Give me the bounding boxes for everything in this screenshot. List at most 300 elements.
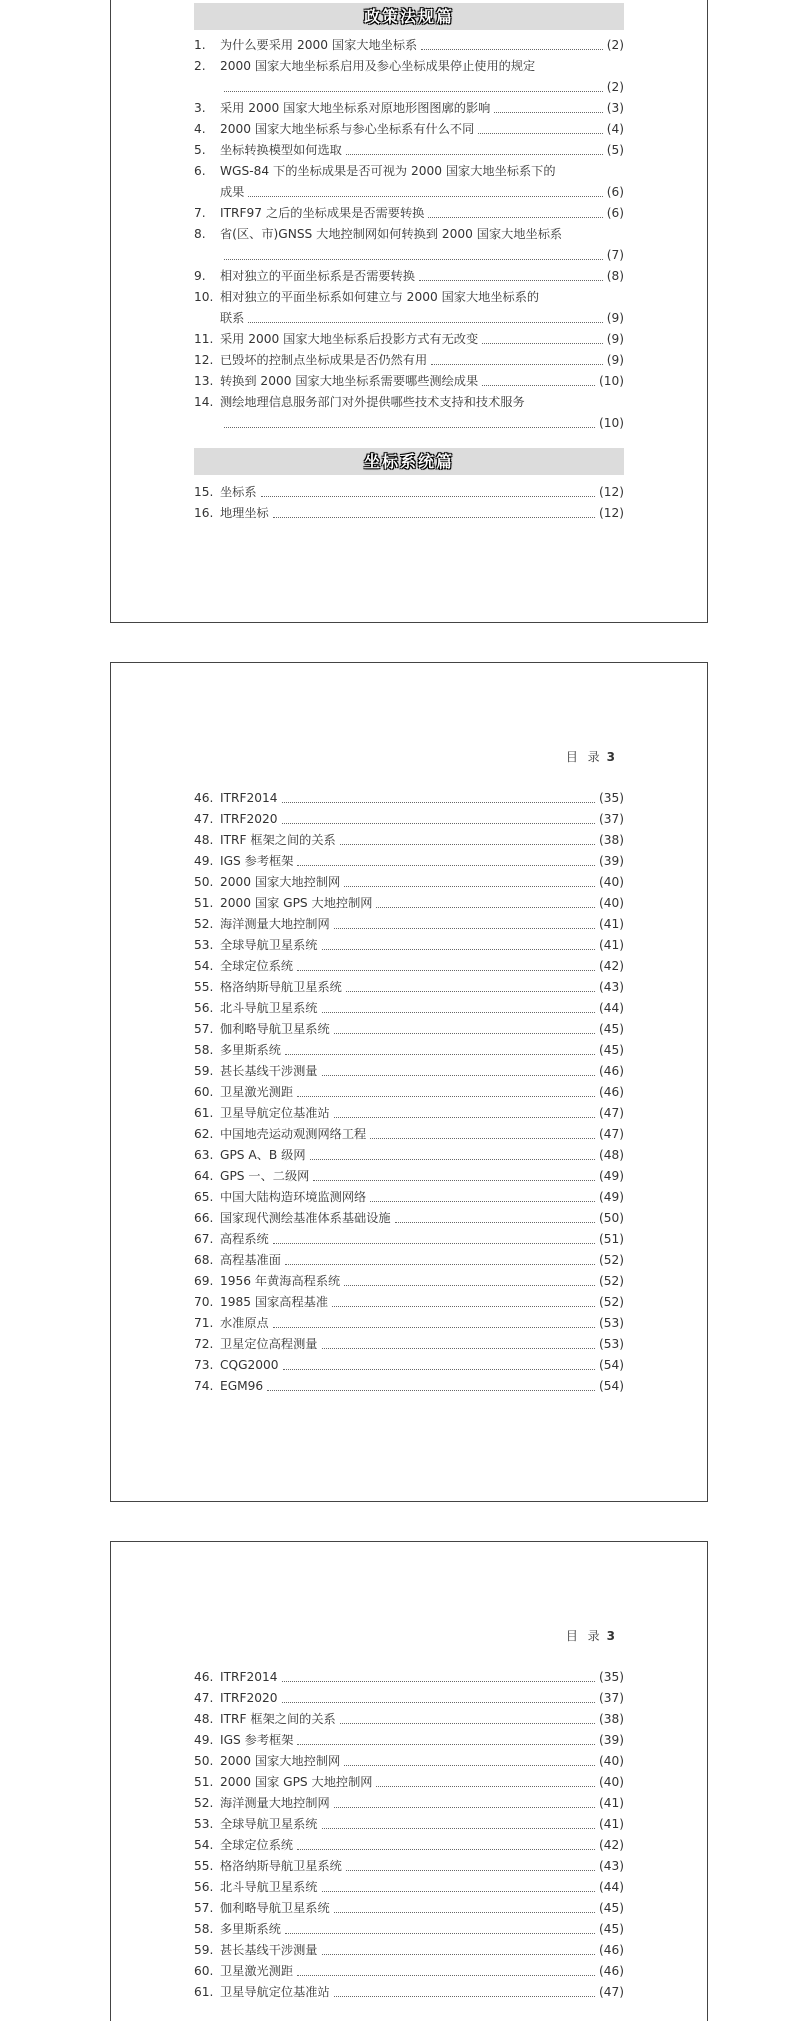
- toc-entry-title: 水准原点: [220, 1316, 269, 1330]
- toc-entry-number: 56.: [194, 1880, 214, 1894]
- toc-entry: [194, 1166, 624, 1187]
- toc-entry-number: 46.: [194, 791, 214, 805]
- toc-entry-number: 6.: [194, 164, 206, 178]
- running-head-label: 目 录: [565, 750, 603, 764]
- toc-entry-number: 54.: [194, 1838, 214, 1852]
- running-head-page: 3: [606, 1629, 615, 1643]
- toc-entry-number: 1.: [194, 38, 206, 52]
- toc-entry: [194, 1961, 624, 1982]
- toc-entry: [194, 1709, 624, 1730]
- dot-leader: [248, 184, 602, 197]
- toc-entry-page: (6): [606, 206, 624, 220]
- toc-entry-number: 55.: [194, 1859, 214, 1873]
- toc-entry-title: 2000 国家大地坐标系启用及参心坐标成果停止使用的规定: [220, 59, 536, 73]
- toc-entry-number: 2.: [194, 59, 206, 73]
- toc-entry-page: (7): [606, 248, 624, 262]
- toc-list-page-3: [194, 1667, 624, 2003]
- toc-entry-title: EGM96: [220, 1379, 264, 1393]
- dot-leader: [248, 310, 602, 323]
- toc-entry-title-cont: 成果: [220, 185, 245, 199]
- toc-entry-number: 47.: [194, 1691, 214, 1705]
- toc-entry: [194, 1730, 624, 1751]
- toc-entry-page: (46): [598, 1064, 624, 1078]
- toc-entry-number: 13.: [194, 374, 214, 388]
- toc-entry-page: (12): [598, 485, 624, 499]
- toc-page-3: [110, 1541, 708, 2021]
- dot-leader: [346, 142, 603, 155]
- toc-entry-number: 70.: [194, 1295, 214, 1309]
- toc-entry-title: 相对独立的平面坐标系如何建立与 2000 国家大地坐标系的: [220, 290, 540, 304]
- toc-entry-continuation: [194, 245, 624, 266]
- dot-leader: [346, 1858, 595, 1871]
- toc-entry-number: 51.: [194, 1775, 214, 1789]
- toc-entry-continuation: [194, 182, 624, 203]
- toc-entry-page: (40): [598, 875, 624, 889]
- toc-entry: [194, 851, 624, 872]
- toc-entry-number: 9.: [194, 269, 206, 283]
- toc-entry-page: (45): [598, 1022, 624, 1036]
- toc-entry-number: 64.: [194, 1169, 214, 1183]
- toc-entry-title: 中国大陆构造环境监测网络: [220, 1190, 367, 1204]
- toc-entry: [194, 956, 624, 977]
- dot-leader: [370, 1189, 595, 1202]
- toc-entry-page: (52): [598, 1295, 624, 1309]
- toc-entry-title: IGS 参考框架: [220, 1733, 294, 1747]
- dot-leader: [395, 1210, 595, 1223]
- toc-list-coords: [194, 482, 624, 524]
- running-head: [566, 748, 615, 765]
- dot-leader: [282, 1690, 595, 1703]
- toc-entry: [194, 1250, 624, 1271]
- toc-entry: [194, 119, 624, 140]
- dot-leader: [334, 1900, 595, 1913]
- dot-leader: [346, 979, 595, 992]
- toc-entry-number: 49.: [194, 1733, 214, 1747]
- toc-entry: [194, 1229, 624, 1250]
- toc-page-1: [110, 0, 708, 623]
- toc-entry: [194, 329, 624, 350]
- toc-entry-number: 68.: [194, 1253, 214, 1267]
- toc-entry-page: (42): [598, 1838, 624, 1852]
- toc-entry-number: 73.: [194, 1358, 214, 1372]
- toc-entry-number: 16.: [194, 506, 214, 520]
- dot-leader: [313, 1168, 595, 1181]
- toc-entry-page: (45): [598, 1901, 624, 1915]
- toc-entry: [194, 1040, 624, 1061]
- toc-entry-number: 65.: [194, 1190, 214, 1204]
- toc-entry-number: 4.: [194, 122, 206, 136]
- dot-leader: [334, 1105, 595, 1118]
- dot-leader: [224, 415, 595, 428]
- toc-entry-page: (35): [598, 1670, 624, 1684]
- dot-leader: [482, 331, 603, 344]
- toc-entry-title: ITRF97 之后的坐标成果是否需要转换: [220, 206, 425, 220]
- toc-entry-page: (49): [598, 1169, 624, 1183]
- toc-entry-page: (3): [606, 101, 624, 115]
- toc-entry-title: 相对独立的平面坐标系是否需要转换: [220, 269, 415, 283]
- toc-list-page-2: [194, 788, 624, 1397]
- toc-entry: [194, 1103, 624, 1124]
- toc-entry-title: GPS 一、二级网: [220, 1169, 310, 1183]
- dot-leader: [334, 916, 595, 929]
- toc-entry-page: (9): [606, 311, 624, 325]
- toc-entry: [194, 1271, 624, 1292]
- dot-leader: [344, 1753, 595, 1766]
- dot-leader: [340, 832, 595, 845]
- toc-entry-page: (43): [598, 980, 624, 994]
- toc-entry-page: (41): [598, 938, 624, 952]
- toc-entry-page: (43): [598, 1859, 624, 1873]
- toc-entry-title: 海洋测量大地控制网: [220, 1796, 330, 1810]
- toc-entry-page: (9): [606, 353, 624, 367]
- toc-entry-title: 北斗导航卫星系统: [220, 1001, 318, 1015]
- toc-entry-title: ITRF2014: [220, 791, 278, 805]
- toc-entry-title: 卫星激光测距: [220, 1964, 294, 1978]
- toc-entry-page: (47): [598, 1106, 624, 1120]
- dot-leader: [322, 1000, 595, 1013]
- toc-entry-number: 66.: [194, 1211, 214, 1225]
- toc-entry-page: (2): [606, 38, 624, 52]
- toc-entry: [194, 1940, 624, 1961]
- toc-entry-number: 59.: [194, 1943, 214, 1957]
- dot-leader: [297, 1963, 595, 1976]
- toc-entry-title: 采用 2000 国家大地坐标系对原地形图图廓的影响: [220, 101, 491, 115]
- toc-entry-number: 55.: [194, 980, 214, 994]
- toc-entry: [194, 1835, 624, 1856]
- dot-leader: [340, 1711, 595, 1724]
- dot-leader: [285, 1042, 595, 1055]
- toc-entry-number: 57.: [194, 1022, 214, 1036]
- toc-entry: [194, 1982, 624, 2003]
- toc-entry-title: 已毁坏的控制点坐标成果是否仍然有用: [220, 353, 428, 367]
- dot-leader: [482, 373, 595, 386]
- toc-entry-number: 48.: [194, 1712, 214, 1726]
- dot-leader: [297, 958, 595, 971]
- toc-entry-page: (41): [598, 917, 624, 931]
- toc-entry-number: 7.: [194, 206, 206, 220]
- toc-entry-number: 69.: [194, 1274, 214, 1288]
- toc-entry-page: (47): [598, 1985, 624, 1999]
- toc-entry: [194, 893, 624, 914]
- toc-entry-page: (10): [598, 374, 624, 388]
- toc-entry-title: 伽利略导航卫星系统: [220, 1901, 330, 1915]
- dot-leader: [282, 811, 595, 824]
- toc-entry-number: 52.: [194, 917, 214, 931]
- toc-entry-page: (54): [598, 1379, 624, 1393]
- toc-entry-page: (40): [598, 896, 624, 910]
- running-head: [566, 1627, 615, 1644]
- toc-entry: [194, 1856, 624, 1877]
- toc-entry-number: 53.: [194, 1817, 214, 1831]
- dot-leader: [297, 1732, 595, 1745]
- toc-entry-page: (47): [598, 1127, 624, 1141]
- toc-entry-title: ITRF2020: [220, 812, 278, 826]
- toc-entry-title: WGS-84 下的坐标成果是否可视为 2000 国家大地坐标系下的: [220, 164, 556, 178]
- toc-entry-title: ITRF 框架之间的关系: [220, 833, 336, 847]
- toc-entry-continuation: [194, 77, 624, 98]
- toc-entry-title: 伽利略导航卫星系统: [220, 1022, 330, 1036]
- toc-entry: [194, 998, 624, 1019]
- dot-leader: [285, 1921, 595, 1934]
- toc-entry-page: (45): [598, 1043, 624, 1057]
- toc-entry-title: 格洛纳斯导航卫星系统: [220, 980, 342, 994]
- toc-entry: [194, 1187, 624, 1208]
- toc-entry-number: 11.: [194, 332, 214, 346]
- toc-entry-number: 52.: [194, 1796, 214, 1810]
- toc-entry-number: 67.: [194, 1232, 214, 1246]
- toc-entry-title: 全球导航卫星系统: [220, 1817, 318, 1831]
- toc-entry-number: 60.: [194, 1085, 214, 1099]
- toc-entry: [194, 1898, 624, 1919]
- toc-entry: [194, 224, 624, 245]
- toc-entry-number: 46.: [194, 1670, 214, 1684]
- toc-entry-number: 58.: [194, 1922, 214, 1936]
- toc-entry-number: 12.: [194, 353, 214, 367]
- toc-entry-number: 54.: [194, 959, 214, 973]
- toc-entry-title: 2000 国家大地控制网: [220, 875, 341, 889]
- toc-entry-title: 2000 国家 GPS 大地控制网: [220, 896, 373, 910]
- toc-entry-page: (44): [598, 1880, 624, 1894]
- toc-entry-page: (40): [598, 1775, 624, 1789]
- toc-entry-title: 多里斯系统: [220, 1922, 281, 1936]
- toc-entry: [194, 266, 624, 287]
- toc-entry-number: 50.: [194, 875, 214, 889]
- toc-entry-title: ITRF 框架之间的关系: [220, 1712, 336, 1726]
- toc-entry: [194, 1082, 624, 1103]
- dot-leader: [297, 853, 595, 866]
- toc-entry-number: 53.: [194, 938, 214, 952]
- toc-entry-title: 2000 国家大地控制网: [220, 1754, 341, 1768]
- toc-entry: [194, 872, 624, 893]
- toc-entry-page: (42): [598, 959, 624, 973]
- toc-entry-title: 全球定位系统: [220, 959, 294, 973]
- toc-entry-page: (38): [598, 1712, 624, 1726]
- toc-entry: [194, 1124, 624, 1145]
- dot-leader: [322, 1816, 595, 1829]
- toc-entry-page: (50): [598, 1211, 624, 1225]
- toc-entry-title: 卫星定位高程测量: [220, 1337, 318, 1351]
- dot-leader: [478, 121, 602, 134]
- toc-entry-page: (48): [598, 1148, 624, 1162]
- dot-leader: [376, 1774, 594, 1787]
- toc-entry: [194, 482, 624, 503]
- toc-entry-page: (5): [606, 143, 624, 157]
- dot-leader: [297, 1084, 595, 1097]
- toc-entry-page: (45): [598, 1922, 624, 1936]
- dot-leader: [322, 937, 595, 950]
- toc-entry-number: 61.: [194, 1106, 214, 1120]
- dot-leader: [376, 895, 594, 908]
- toc-entry-title: 卫星导航定位基准站: [220, 1985, 330, 1999]
- dot-leader: [431, 352, 603, 365]
- toc-entry-number: 15.: [194, 485, 214, 499]
- toc-entry-number: 72.: [194, 1337, 214, 1351]
- dot-leader: [267, 1378, 595, 1391]
- toc-entry-page: (46): [598, 1964, 624, 1978]
- toc-entry-number: 74.: [194, 1379, 214, 1393]
- toc-entry-number: 3.: [194, 101, 206, 115]
- toc-entry: [194, 1019, 624, 1040]
- toc-entry-page: (46): [598, 1085, 624, 1099]
- toc-entry-page: (49): [598, 1190, 624, 1204]
- toc-entry-page: (4): [606, 122, 624, 136]
- toc-entry: [194, 830, 624, 851]
- toc-entry: [194, 1313, 624, 1334]
- toc-entry-page: (12): [598, 506, 624, 520]
- dot-leader: [283, 1357, 595, 1370]
- toc-entry-title: 卫星激光测距: [220, 1085, 294, 1099]
- toc-entry-title: 格洛纳斯导航卫星系统: [220, 1859, 342, 1873]
- toc-entry-title: 2000 国家 GPS 大地控制网: [220, 1775, 373, 1789]
- dot-leader: [322, 1336, 595, 1349]
- toc-entry-page: (44): [598, 1001, 624, 1015]
- toc-entry-number: 51.: [194, 896, 214, 910]
- toc-entry: [194, 392, 624, 413]
- dot-leader: [419, 268, 603, 281]
- toc-entry-page: (54): [598, 1358, 624, 1372]
- toc-entry: [194, 809, 624, 830]
- dot-leader: [334, 1795, 595, 1808]
- toc-entry-title: 为什么要采用 2000 国家大地坐标系: [220, 38, 418, 52]
- dot-leader: [428, 205, 602, 218]
- toc-entry: [194, 98, 624, 119]
- toc-entry: [194, 788, 624, 809]
- toc-entry-page: (38): [598, 833, 624, 847]
- toc-entry: [194, 1772, 624, 1793]
- toc-entry-title: 转换到 2000 国家大地坐标系需要哪些测绘成果: [220, 374, 479, 388]
- toc-entry-title: 中国地壳运动观测网络工程: [220, 1127, 367, 1141]
- toc-entry-page: (41): [598, 1817, 624, 1831]
- toc-entry-number: 47.: [194, 812, 214, 826]
- toc-entry-page: (52): [598, 1274, 624, 1288]
- toc-entry: [194, 140, 624, 161]
- dot-leader: [322, 1879, 595, 1892]
- toc-entry: [194, 1292, 624, 1313]
- toc-entry-number: 60.: [194, 1964, 214, 1978]
- toc-entry-title: 甚长基线干涉测量: [220, 1943, 318, 1957]
- toc-entry-title: 多里斯系统: [220, 1043, 281, 1057]
- toc-entry-title-cont: 联系: [220, 311, 245, 325]
- toc-entry-number: 14.: [194, 395, 214, 409]
- toc-entry: [194, 503, 624, 524]
- toc-entry: [194, 1814, 624, 1835]
- toc-entry-title: 2000 国家大地坐标系与参心坐标系有什么不同: [220, 122, 475, 136]
- toc-entry: [194, 161, 624, 182]
- toc-entry-title: 采用 2000 国家大地坐标系后投影方式有无改变: [220, 332, 479, 346]
- running-head-label: 目 录: [565, 1629, 603, 1643]
- toc-entry-title: GPS A、B 级网: [220, 1148, 306, 1162]
- toc-entry-page: (39): [598, 854, 624, 868]
- toc-entry-number: 8.: [194, 227, 206, 241]
- dot-leader: [332, 1294, 595, 1307]
- toc-entry-title: 坐标转换模型如何选取: [220, 143, 342, 157]
- toc-entry: [194, 935, 624, 956]
- toc-entry-page: (41): [598, 1796, 624, 1810]
- toc-entry: [194, 350, 624, 371]
- toc-entry: [194, 1919, 624, 1940]
- toc-entry-number: 10.: [194, 290, 214, 304]
- toc-entry-title: 1956 年黄海高程系统: [220, 1274, 341, 1288]
- toc-entry-number: 59.: [194, 1064, 214, 1078]
- toc-entry: [194, 35, 624, 56]
- toc-entry: [194, 1376, 624, 1397]
- toc-entry-title: ITRF2020: [220, 1691, 278, 1705]
- dot-leader: [344, 1273, 595, 1286]
- toc-entry-title: 高程基准面: [220, 1253, 281, 1267]
- toc-entry-title: 高程系统: [220, 1232, 269, 1246]
- section-header-coords: 坐标系统篇: [194, 448, 624, 475]
- toc-entry-number: 57.: [194, 1901, 214, 1915]
- toc-entry-number: 50.: [194, 1754, 214, 1768]
- toc-entry-page: (8): [606, 269, 624, 283]
- dot-leader: [322, 1942, 595, 1955]
- toc-entry: [194, 1793, 624, 1814]
- toc-entry: [194, 1751, 624, 1772]
- toc-entry-title: 省(区、市)GNSS 大地控制网如何转换到 2000 国家大地坐标系: [220, 227, 563, 241]
- toc-entry-number: 71.: [194, 1316, 214, 1330]
- dot-leader: [224, 79, 603, 92]
- toc-entry-number: 62.: [194, 1127, 214, 1141]
- dot-leader: [282, 790, 595, 803]
- toc-entry: [194, 287, 624, 308]
- toc-entry-page: (53): [598, 1316, 624, 1330]
- toc-list-policy: [194, 35, 624, 434]
- toc-entry-title: 卫星导航定位基准站: [220, 1106, 330, 1120]
- toc-entry-page: (6): [606, 185, 624, 199]
- toc-entry-page: (39): [598, 1733, 624, 1747]
- toc-entry-page: (46): [598, 1943, 624, 1957]
- toc-entry-page: (2): [606, 80, 624, 94]
- toc-entry-page: (40): [598, 1754, 624, 1768]
- toc-entry: [194, 56, 624, 77]
- toc-entry: [194, 914, 624, 935]
- dot-leader: [334, 1021, 595, 1034]
- toc-entry-title: 全球定位系统: [220, 1838, 294, 1852]
- toc-entry: [194, 1334, 624, 1355]
- toc-entry: [194, 1145, 624, 1166]
- toc-entry-page: (10): [598, 416, 624, 430]
- dot-leader: [273, 505, 595, 518]
- toc-entry-number: 5.: [194, 143, 206, 157]
- toc-entry: [194, 977, 624, 998]
- toc-entry-title: 1985 国家高程基准: [220, 1295, 329, 1309]
- dot-leader: [273, 1231, 595, 1244]
- toc-entry: [194, 1688, 624, 1709]
- toc-entry-number: 58.: [194, 1043, 214, 1057]
- toc-entry-page: (51): [598, 1232, 624, 1246]
- toc-entry-page: (37): [598, 1691, 624, 1705]
- toc-entry: [194, 203, 624, 224]
- toc-entry-page: (52): [598, 1253, 624, 1267]
- toc-entry-page: (37): [598, 812, 624, 826]
- dot-leader: [273, 1315, 595, 1328]
- dot-leader: [421, 37, 603, 50]
- toc-entry-page: (35): [598, 791, 624, 805]
- toc-entry: [194, 1208, 624, 1229]
- toc-entry: [194, 371, 624, 392]
- toc-entry-page: (9): [606, 332, 624, 346]
- section-header-policy: 政策法规篇: [194, 3, 624, 30]
- toc-entry-title: 海洋测量大地控制网: [220, 917, 330, 931]
- toc-entry-number: 48.: [194, 833, 214, 847]
- toc-entry-title: 坐标系: [220, 485, 257, 499]
- toc-entry-number: 61.: [194, 1985, 214, 1999]
- dot-leader: [285, 1252, 595, 1265]
- dot-leader: [334, 1984, 595, 1997]
- dot-leader: [297, 1837, 595, 1850]
- toc-entry: [194, 1355, 624, 1376]
- toc-entry: [194, 1877, 624, 1898]
